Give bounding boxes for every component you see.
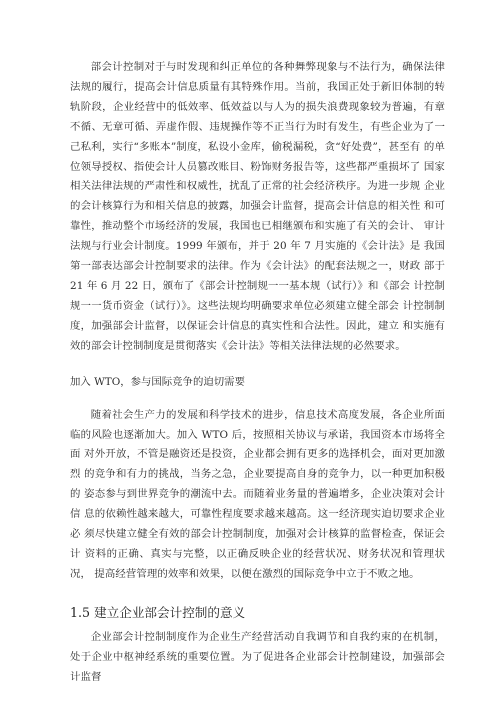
paragraph-wto-competition: 随着社会生产力的发展和科学技术的进步，信息技术高度发展，各企业所面 临的风险也逐渐加大。加入 WTO 后，按照相关协议与承诺，我国资本市场将全面 对外开放，不管是融资还是投资，企业都会拥有更多的选择机会，面对更加激烈 的竞争和有力的挑战，当务之急，企业要提高自身的竞争力，以一种更加积极的 姿态参与到世界竞争的潮流中去。而随着业务量的普遍增多，企业决策对会计信 息的依赖性越来越大，可靠性程度要求越来越高。这一经济现实迫切要求企业必 须尽快建立健全有效的部会计控制制度，加强对会计核算的监督检查，保证会计 资料的正确、真实与完整，以正确反映企业的经营状况、财务状况和管理状况， 提高经营管理的效率和效果，以便在激烈的国际竞争中立于不败之地。 — [70, 408, 445, 580]
paragraph-internal-control-law: 部会计控制对于与时发现和纠正单位的各种舞弊现象与不法行为，确保法律 法规的履行，提高会计信息质量有其特殊作用。当前，我国正处于新旧体制的转 轨阶段，企业经营中的低效率、低效益以与人为的损失浪费现象较为普遍，有章 不循、无章可循、弄虚作假、违规操作等不正当行为时有发生，有些企业为了一 己私利，实行“多账本”制度，私设小金库，偷税漏税，贪“好处费”，甚至有 的单位领导授权、指使会计人员篡改账目、粉饰财务报告等，这些都严重损坏了 国家相关法律法规的严肃性和权威性，扰乱了正常的社会经济秩序。为进一步规 企业的会计核算行为和相关信息的披露，加强会计监督，提高会计信息的相关性 和可靠性，推动整个市场经济的发展，我国也已相继颁布和实施了有关的会计、 审计法规与行业会计制度。1999 年颁布，并于 20 年 7 月实施的《会计法》是 我国第一部表达部会计控制要求的法律。作为《会计法》的配套法规之一，财政 部于 21 年 6 月 22 日，颁布了《部会计控制规一一基本规（试行）》和《部会 计控制规一一货币资金（试行）》。这些法规均明确要求单位必须建立健全部会 计控制制度，加强部会计监督，以保证会计信息的真实性和合法性。因此，建立 和实施有效的部会计控制制度是贯彻落实《会计法》等相关法律法规的必然要求。 — [70, 61, 445, 352]
spacer — [70, 585, 445, 599]
section-title-1-5: 1.5 建立企业部会计控制的意义 — [70, 604, 246, 620]
document-page — [70, 58, 445, 687]
paragraph-significance: 企业部会计控制制度作为企业生产经营活动自我调节和自我约束的在机制， 处于企业中枢神经系统的重要位置。为了促进各企业部会计控制建设，加强部会 计监督 — [70, 630, 445, 683]
subheading-wto: 加入 WTO，参与国际竞争的迫切需要 — [70, 375, 245, 388]
